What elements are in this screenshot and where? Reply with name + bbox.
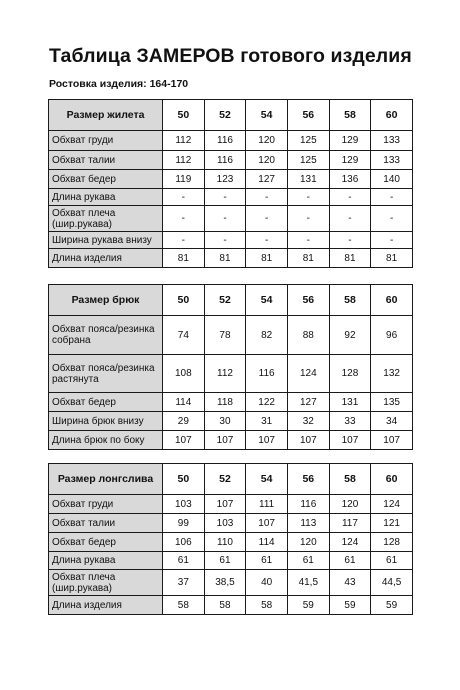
row-label: Обхват бедер xyxy=(49,533,163,552)
row-label: Длина рукава xyxy=(49,552,163,570)
table-row xyxy=(49,170,413,189)
table-cell: 61 xyxy=(204,552,246,570)
table-cell: 117 xyxy=(329,514,371,533)
table-cell: 131 xyxy=(287,170,329,189)
size-header: 54 xyxy=(246,100,288,131)
table-cell: 129 xyxy=(329,151,371,170)
table-cell: 107 xyxy=(246,431,288,450)
table-header-row xyxy=(49,464,413,495)
table-header-label: Размер жилета xyxy=(49,100,163,131)
table-cell: 116 xyxy=(204,151,246,170)
row-label: Обхват пояса/резинка растянута xyxy=(49,355,163,393)
table-cell: 133 xyxy=(371,151,413,170)
table-row xyxy=(49,131,413,151)
table-cell: 29 xyxy=(163,412,205,431)
table-cell: 58 xyxy=(163,596,205,615)
table-cell: 61 xyxy=(287,552,329,570)
table-cell: 78 xyxy=(204,316,246,355)
page-title: Таблица ЗАМЕРОВ готового изделия xyxy=(49,45,412,67)
table-cell: 59 xyxy=(371,596,413,615)
table-cell: - xyxy=(329,189,371,206)
table-cell: 120 xyxy=(287,533,329,552)
size-header: 50 xyxy=(163,285,205,316)
size-header: 50 xyxy=(163,100,205,131)
table-row xyxy=(49,412,413,431)
table-cell: 116 xyxy=(246,355,288,393)
table-cell: - xyxy=(163,232,205,249)
table-cell: 74 xyxy=(163,316,205,355)
table-cell: 123 xyxy=(204,170,246,189)
table-cell: - xyxy=(204,189,246,206)
table-cell: - xyxy=(371,189,413,206)
row-label: Обхват талии xyxy=(49,151,163,170)
row-label: Длина брюк по боку xyxy=(49,431,163,450)
table-cell: 124 xyxy=(329,533,371,552)
table-cell: 111 xyxy=(246,495,288,514)
size-header: 50 xyxy=(163,464,205,495)
table-cell: 81 xyxy=(287,249,329,268)
table-cell: 61 xyxy=(163,552,205,570)
table-cell: - xyxy=(287,232,329,249)
size-header: 52 xyxy=(204,285,246,316)
height-range-label: Ростовка изделия: 164-170 xyxy=(49,78,189,90)
table-row xyxy=(49,249,413,268)
table-row xyxy=(49,316,413,355)
table-row xyxy=(49,533,413,552)
table-cell: 82 xyxy=(246,316,288,355)
table-cell: - xyxy=(246,206,288,232)
table-row xyxy=(49,151,413,170)
row-label: Ширина брюк внизу xyxy=(49,412,163,431)
table-cell: - xyxy=(329,206,371,232)
row-label: Обхват талии xyxy=(49,514,163,533)
table-cell: 129 xyxy=(329,131,371,151)
table-cell: 110 xyxy=(204,533,246,552)
table-cell: 131 xyxy=(329,393,371,412)
table-cell: 107 xyxy=(371,431,413,450)
table-cell: 88 xyxy=(287,316,329,355)
table-cell: 61 xyxy=(246,552,288,570)
row-label: Обхват груди xyxy=(49,495,163,514)
table-cell: 37 xyxy=(163,570,205,596)
size-header: 54 xyxy=(246,464,288,495)
table-header-row xyxy=(49,285,413,316)
table-cell: 38,5 xyxy=(204,570,246,596)
row-label: Обхват пояса/резинка собрана xyxy=(49,316,163,355)
table-cell: 96 xyxy=(371,316,413,355)
table-cell: 112 xyxy=(163,131,205,151)
table-cell: 43 xyxy=(329,570,371,596)
table-row xyxy=(49,552,413,570)
longsleeve-size-table xyxy=(48,463,413,615)
table-cell: 40 xyxy=(246,570,288,596)
table-row xyxy=(49,514,413,533)
table-cell: 59 xyxy=(287,596,329,615)
table-cell: 61 xyxy=(371,552,413,570)
size-header: 52 xyxy=(204,464,246,495)
table-cell: - xyxy=(246,189,288,206)
table-cell: 61 xyxy=(329,552,371,570)
table-cell: 107 xyxy=(287,431,329,450)
size-header: 60 xyxy=(371,285,413,316)
table-cell: 114 xyxy=(163,393,205,412)
row-label: Обхват груди xyxy=(49,131,163,151)
table-cell: 113 xyxy=(287,514,329,533)
row-label: Обхват бедер xyxy=(49,170,163,189)
table-cell: 34 xyxy=(371,412,413,431)
size-header: 58 xyxy=(329,100,371,131)
table-row xyxy=(49,570,413,596)
table-cell: 120 xyxy=(246,131,288,151)
table-cell: 81 xyxy=(371,249,413,268)
table-cell: - xyxy=(204,232,246,249)
table-row xyxy=(49,431,413,450)
table-cell: 127 xyxy=(246,170,288,189)
table-row xyxy=(49,393,413,412)
size-header: 58 xyxy=(329,464,371,495)
table-cell: - xyxy=(371,206,413,232)
table-cell: 107 xyxy=(204,495,246,514)
vest-size-table xyxy=(48,99,413,268)
table-cell: 127 xyxy=(287,393,329,412)
table-cell: 112 xyxy=(163,151,205,170)
table-cell: 33 xyxy=(329,412,371,431)
table-cell: - xyxy=(371,232,413,249)
table-cell: 121 xyxy=(371,514,413,533)
table-cell: 120 xyxy=(329,495,371,514)
size-header: 60 xyxy=(371,464,413,495)
table-cell: 99 xyxy=(163,514,205,533)
table-row xyxy=(49,232,413,249)
table-cell: 30 xyxy=(204,412,246,431)
table-cell: - xyxy=(329,232,371,249)
row-label: Ширина рукава внизу xyxy=(49,232,163,249)
table-cell: 103 xyxy=(204,514,246,533)
size-header: 60 xyxy=(371,100,413,131)
row-label: Обхват плеча (шир.рукава) xyxy=(49,570,163,596)
table-cell: 118 xyxy=(204,393,246,412)
row-label: Длина изделия xyxy=(49,596,163,615)
table-cell: - xyxy=(204,206,246,232)
table-row xyxy=(49,189,413,206)
row-label: Обхват плеча (шир.рукава) xyxy=(49,206,163,232)
size-header: 52 xyxy=(204,100,246,131)
table-cell: 116 xyxy=(287,495,329,514)
table-cell: 59 xyxy=(329,596,371,615)
table-cell: 107 xyxy=(163,431,205,450)
table-cell: 116 xyxy=(204,131,246,151)
table-cell: 120 xyxy=(246,151,288,170)
table-cell: 125 xyxy=(287,151,329,170)
table-cell: 135 xyxy=(371,393,413,412)
table-cell: 122 xyxy=(246,393,288,412)
table-cell: 140 xyxy=(371,170,413,189)
table-cell: - xyxy=(287,206,329,232)
table-cell: - xyxy=(163,206,205,232)
table-header-label: Размер брюк xyxy=(49,285,163,316)
table-cell: 124 xyxy=(371,495,413,514)
table-cell: 41,5 xyxy=(287,570,329,596)
table-cell: - xyxy=(287,189,329,206)
size-header: 56 xyxy=(287,100,329,131)
table-cell: 107 xyxy=(329,431,371,450)
table-row xyxy=(49,596,413,615)
table-cell: 44,5 xyxy=(371,570,413,596)
table-cell: 107 xyxy=(246,514,288,533)
table-cell: 92 xyxy=(329,316,371,355)
table-cell: 58 xyxy=(204,596,246,615)
table-row xyxy=(49,206,413,232)
table-cell: 106 xyxy=(163,533,205,552)
table-cell: - xyxy=(163,189,205,206)
table-cell: 81 xyxy=(329,249,371,268)
table-cell: 31 xyxy=(246,412,288,431)
size-header: 54 xyxy=(246,285,288,316)
table-cell: - xyxy=(246,232,288,249)
size-header: 56 xyxy=(287,464,329,495)
table-cell: 119 xyxy=(163,170,205,189)
table-cell: 103 xyxy=(163,495,205,514)
size-header: 58 xyxy=(329,285,371,316)
table-cell: 107 xyxy=(204,431,246,450)
table-cell: 128 xyxy=(329,355,371,393)
table-cell: 81 xyxy=(204,249,246,268)
table-cell: 81 xyxy=(246,249,288,268)
table-cell: 124 xyxy=(287,355,329,393)
table-header-row xyxy=(49,100,413,131)
row-label: Длина изделия xyxy=(49,249,163,268)
row-label: Длина рукава xyxy=(49,189,163,206)
table-cell: 125 xyxy=(287,131,329,151)
table-cell: 81 xyxy=(163,249,205,268)
row-label: Обхват бедер xyxy=(49,393,163,412)
table-cell: 133 xyxy=(371,131,413,151)
table-row xyxy=(49,495,413,514)
table-cell: 132 xyxy=(371,355,413,393)
table-cell: 136 xyxy=(329,170,371,189)
table-cell: 58 xyxy=(246,596,288,615)
table-cell: 128 xyxy=(371,533,413,552)
table-cell: 114 xyxy=(246,533,288,552)
table-cell: 112 xyxy=(204,355,246,393)
table-cell: 32 xyxy=(287,412,329,431)
table-cell: 108 xyxy=(163,355,205,393)
trousers-size-table xyxy=(48,284,413,450)
table-header-label: Размер лонгслива xyxy=(49,464,163,495)
size-header: 56 xyxy=(287,285,329,316)
table-row xyxy=(49,355,413,393)
